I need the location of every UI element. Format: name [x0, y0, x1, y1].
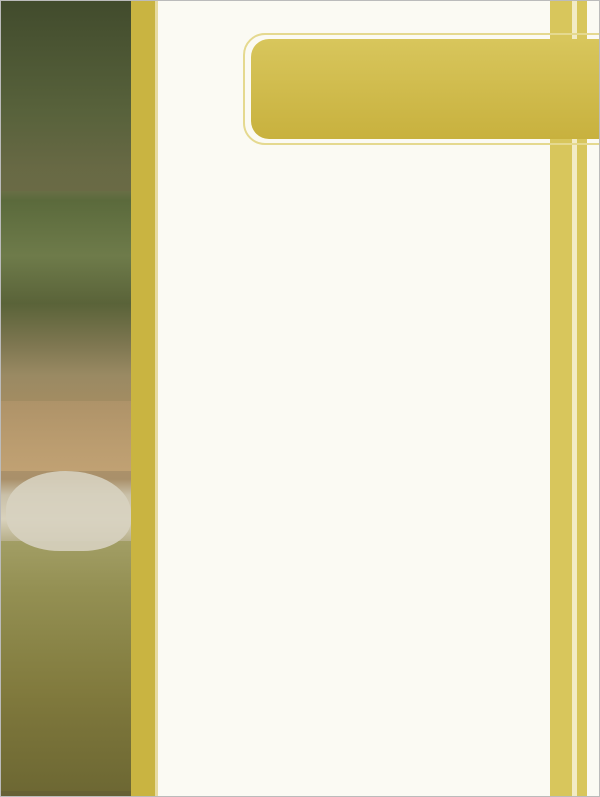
title-banner: [251, 39, 600, 139]
left-gold-stripe: [131, 1, 155, 797]
landscape-photo: [1, 1, 131, 797]
